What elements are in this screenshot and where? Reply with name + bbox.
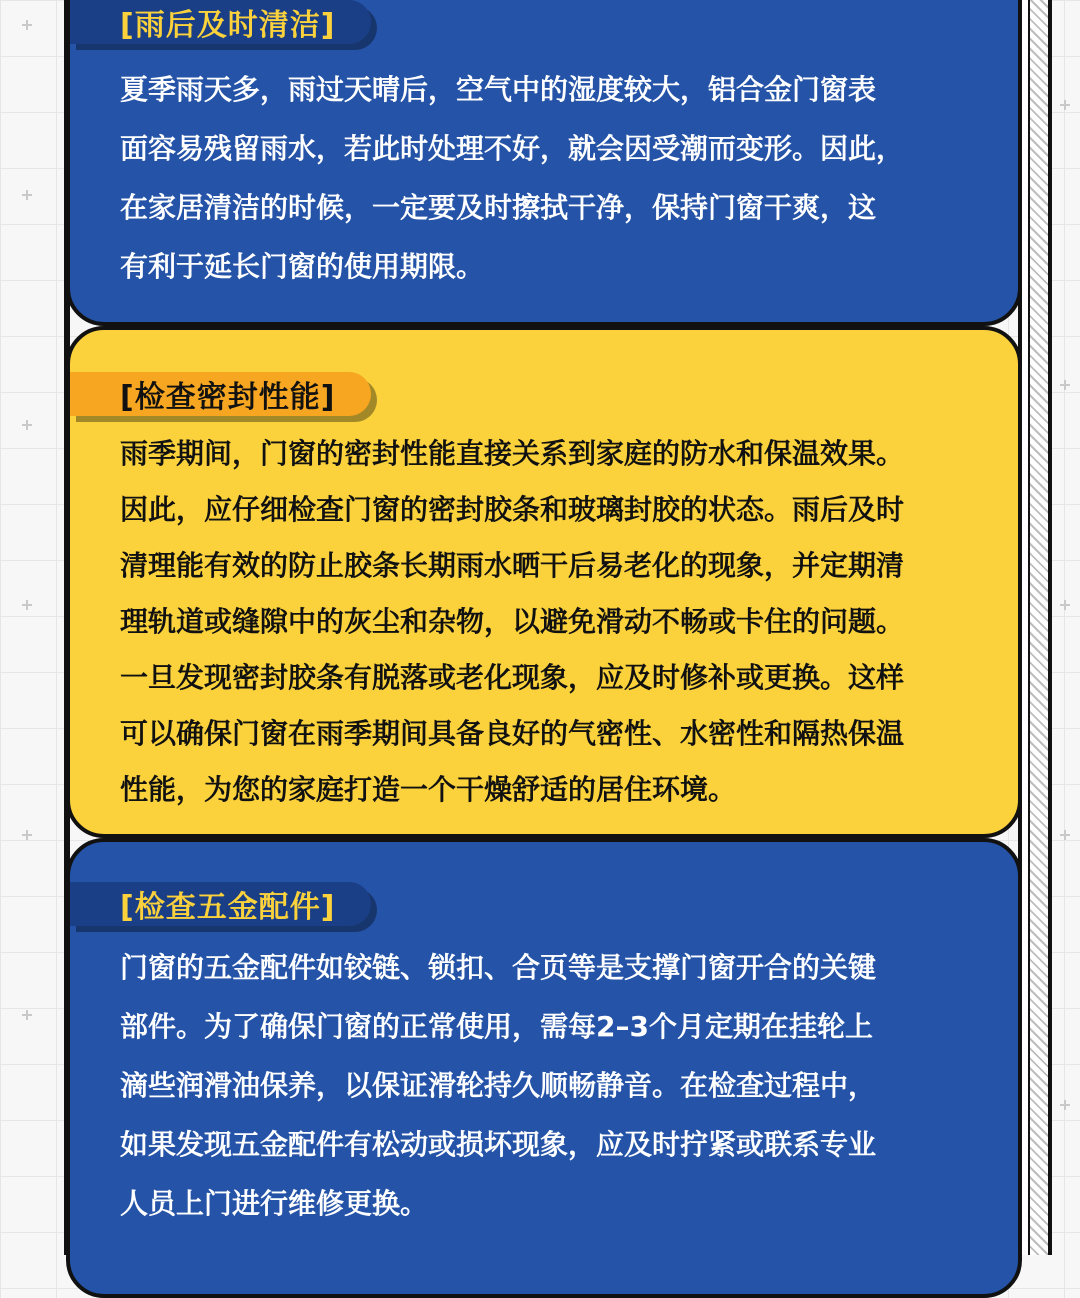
grid-plus-decoration — [22, 20, 32, 30]
grid-plus-decoration — [1060, 830, 1070, 840]
text-line: 可以确保门窗在雨季期间具备良好的气密性、水密性和隔热保温 — [120, 717, 905, 750]
section-title: [检查五金配件] — [120, 890, 336, 925]
grid-plus-decoration — [1060, 1100, 1070, 1110]
text-line: 在家居清洁的时候，一定要及时擦拭干净，保持门窗干爽，这 — [120, 191, 877, 224]
text-line: 面容易残留雨水，若此时处理不好，就会因受潮而变形。因此， — [120, 132, 905, 165]
text-line: 滴些润滑油保养，以保证滑轮持久顺畅静音。在检查过程中， — [120, 1069, 877, 1102]
text-line: 人员上门进行维修更换。 — [120, 1187, 429, 1220]
section-title: [雨后及时清洁] — [120, 8, 336, 43]
grid-plus-decoration — [22, 420, 32, 430]
section-title-tag — [70, 0, 371, 44]
grid-plus-decoration — [1060, 380, 1070, 390]
right-hatched-rail — [1028, 0, 1052, 1255]
section-body — [120, 426, 1010, 818]
grid-plus-decoration — [1060, 600, 1070, 610]
section-card-cleaning — [66, 0, 1022, 326]
text-line: 雨季期间，门窗的密封性能直接关系到家庭的防水和保温效果。 — [120, 437, 905, 470]
section-card-sealing — [66, 326, 1022, 838]
section-body — [120, 938, 1010, 1233]
section-title-tag — [70, 882, 371, 926]
section-card-hardware — [66, 838, 1022, 1298]
section-body — [120, 60, 1010, 296]
text-line: 如果发现五金配件有松动或损坏现象，应及时拧紧或联系专业 — [120, 1128, 877, 1161]
text-line: 门窗的五金配件如铰链、锁扣、合页等是支撑门窗开合的关键 — [120, 951, 877, 984]
text-line: 理轨道或缝隙中的灰尘和杂物，以避免滑动不畅或卡住的问题。 — [120, 605, 905, 638]
grid-plus-decoration — [22, 830, 32, 840]
text-line: 部件。为了确保门窗的正常使用，需每2–3个月定期在挂轮上 — [120, 1010, 873, 1043]
text-line: 一旦发现密封胶条有脱落或老化现象，应及时修补或更换。这样 — [120, 661, 905, 694]
section-title-tag — [70, 372, 371, 416]
grid-plus-decoration — [22, 600, 32, 610]
text-line: 性能，为您的家庭打造一个干燥舒适的居住环境。 — [120, 773, 737, 806]
text-line: 因此，应仔细检查门窗的密封胶条和玻璃封胶的状态。雨后及时 — [120, 493, 905, 526]
text-line: 夏季雨天多，雨过天晴后，空气中的湿度较大，铝合金门窗表 — [120, 73, 877, 106]
grid-plus-decoration — [22, 1010, 32, 1020]
text-line: 清理能有效的防止胶条长期雨水晒干后易老化的现象，并定期清 — [120, 549, 905, 582]
section-title: [检查密封性能] — [120, 380, 336, 415]
grid-plus-decoration — [22, 190, 32, 200]
grid-plus-decoration — [1060, 100, 1070, 110]
text-line: 有利于延长门窗的使用期限。 — [120, 250, 485, 283]
